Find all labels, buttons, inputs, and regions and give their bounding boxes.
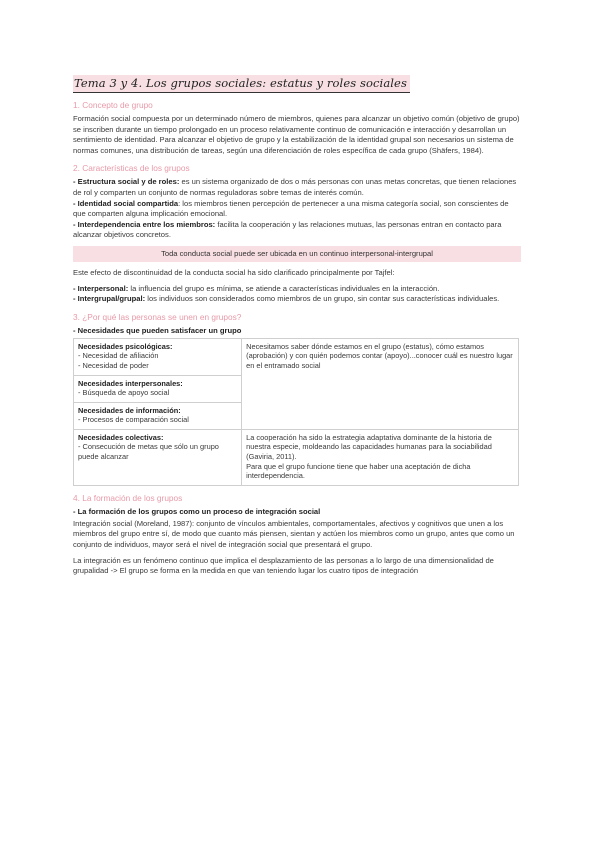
needs-psychological-title: Necesidades psicológicas: (78, 341, 173, 351)
needs-collective-cell (74, 429, 242, 485)
table-row (74, 429, 519, 485)
intergroup-text: los individuos son considerados como miembros de un grupo, sin contar sus características individuales. (145, 294, 500, 304)
characteristic-structure-label: - Estructura social y de roles: (73, 177, 180, 187)
integration-continuum-paragraph: La integración es un fenómeno continuo que implica el desplazamiento de las personas a lo largo de una dimensionalidad de grupalidad -> El grupo se forma en la medida en que van teniendo lugar los cuatro tipos de integración (73, 555, 494, 576)
needs-collective-title: Necesidades colectivas: (78, 432, 164, 442)
table-row (74, 338, 519, 375)
section-3-heading: 3. ¿Por qué las personas se unen en grupos? (73, 311, 242, 322)
section-3-subheading: - Necesidades que pueden satisfacer un grupo (73, 325, 242, 335)
intergroup-item (73, 294, 521, 305)
interpersonal-text: la influencia del grupo es mínima, se atiende a características individuales en la interacción. (128, 283, 440, 293)
characteristic-interdependence (73, 220, 521, 241)
needs-information-item: - Procesos de comparación social (78, 415, 189, 425)
characteristic-interdependence-label: - Interdependencia entre los miembros: (73, 219, 216, 229)
needs-psychological-item: - Necesidad de poder (78, 360, 149, 370)
highlight-quote: Toda conducta social puede ser ubicada en un continuo interpersonal-intergrupal (73, 246, 521, 262)
needs-psychological-item: - Necesidad de afiliación (78, 351, 159, 361)
characteristic-identity-text: : los miembros tienen percepción de pertenecer a una misma categoría social, son conscientes de que comparten alguna implicación emocional. (73, 198, 509, 219)
characteristic-structure-text: es un sistema organizado de dos o más personas con unas metas concretas, que tienen relaciones de rol y comparten un conjunto de normas reguladoras sobre temas de interés común. (73, 177, 517, 197)
document-page (73, 74, 521, 577)
needs-interpersonal-cell (74, 375, 242, 402)
needs-interpersonal-item: - Búsqueda de apoyo social (78, 388, 170, 398)
section-1-heading: 1. Concepto de grupo (73, 100, 153, 110)
needs-interpersonal-title: Necesidades interpersonales: (78, 378, 183, 388)
needs-information-cell (74, 402, 242, 429)
needs-cooperation-explanation: La cooperación ha sido la estrategia adaptativa dominante de la historia de nuestra especie, moldeando las capacidades humanas para la sociabilidad (Gaviria, 2011). Para que el grupo funcione tiene que haber una aceptación de dicha interdependencia. (242, 429, 519, 485)
needs-status-explanation: Necesitamos saber dónde estamos en el grupo (estatus), cómo estamos (aprobación) y con quién podemos contar (apoyo)...conocer cuál es nuestro lugar en el entramado social (242, 338, 519, 429)
needs-table (73, 338, 519, 486)
interpersonal-label: - Interpersonal: (73, 283, 129, 293)
section-1-paragraph: Formación social compuesta por un determinado número de miembros, quienes para alcanzar un objetivo común (objetivo de grupo) se inscriben durante un tiempo prolongado en un proceso relativamente continuo de comunicación e interacción y desarrollan un sentimiento de identidad. Para alcanzar el objetivo de grupo y la estabilización de la identidad grupal son necesarios un sistema de normas comunes, una distribución de tareas, según una diferenciación de roles específica de cada grupo (Shäfers, 1984). (73, 114, 520, 155)
needs-collective-item: - Consecución de metas que sólo un grupo puede alcanzar (78, 442, 219, 462)
needs-psychological-cell (74, 338, 242, 375)
characteristic-structure (73, 177, 521, 198)
characteristic-interdependence-text: facilita la cooperación y las relaciones mutuas, las personas entran en contacto para alcanzar objetivos concretos. (73, 219, 502, 240)
characteristic-identity-label: - Identidad social compartida (73, 198, 179, 208)
document-title: Tema 3 y 4. Los grupos sociales: estatus y roles sociales (73, 75, 410, 93)
section-4-subheading: - La formación de los grupos como un proceso de integración social (73, 506, 321, 516)
intergroup-label: - Intergrupal/grupal: (73, 294, 146, 304)
section-2-heading: 2. Características de los grupos (73, 163, 190, 174)
section-4-heading: 4. La formación de los grupos (73, 492, 183, 503)
integration-paragraph: Integración social (Moreland, 1987): conjunto de vínculos ambientales, comportamentales, afectivos y cognitivos que unen a los miembros del grupo entre sí, de modo que cuanto más piensen, sientan y actúen los miembros como un grupo, antes que como un conjunto de individuos, mayor será el nivel de integración social que presentará el grupo. (73, 518, 515, 550)
interpersonal-item (73, 284, 521, 295)
tajfel-paragraph: Este efecto de discontinuidad de la conducta social ha sido clarificado principalmente por Tajfel: (73, 267, 395, 277)
characteristic-identity (73, 199, 521, 220)
needs-information-title: Necesidades de información: (78, 405, 181, 415)
